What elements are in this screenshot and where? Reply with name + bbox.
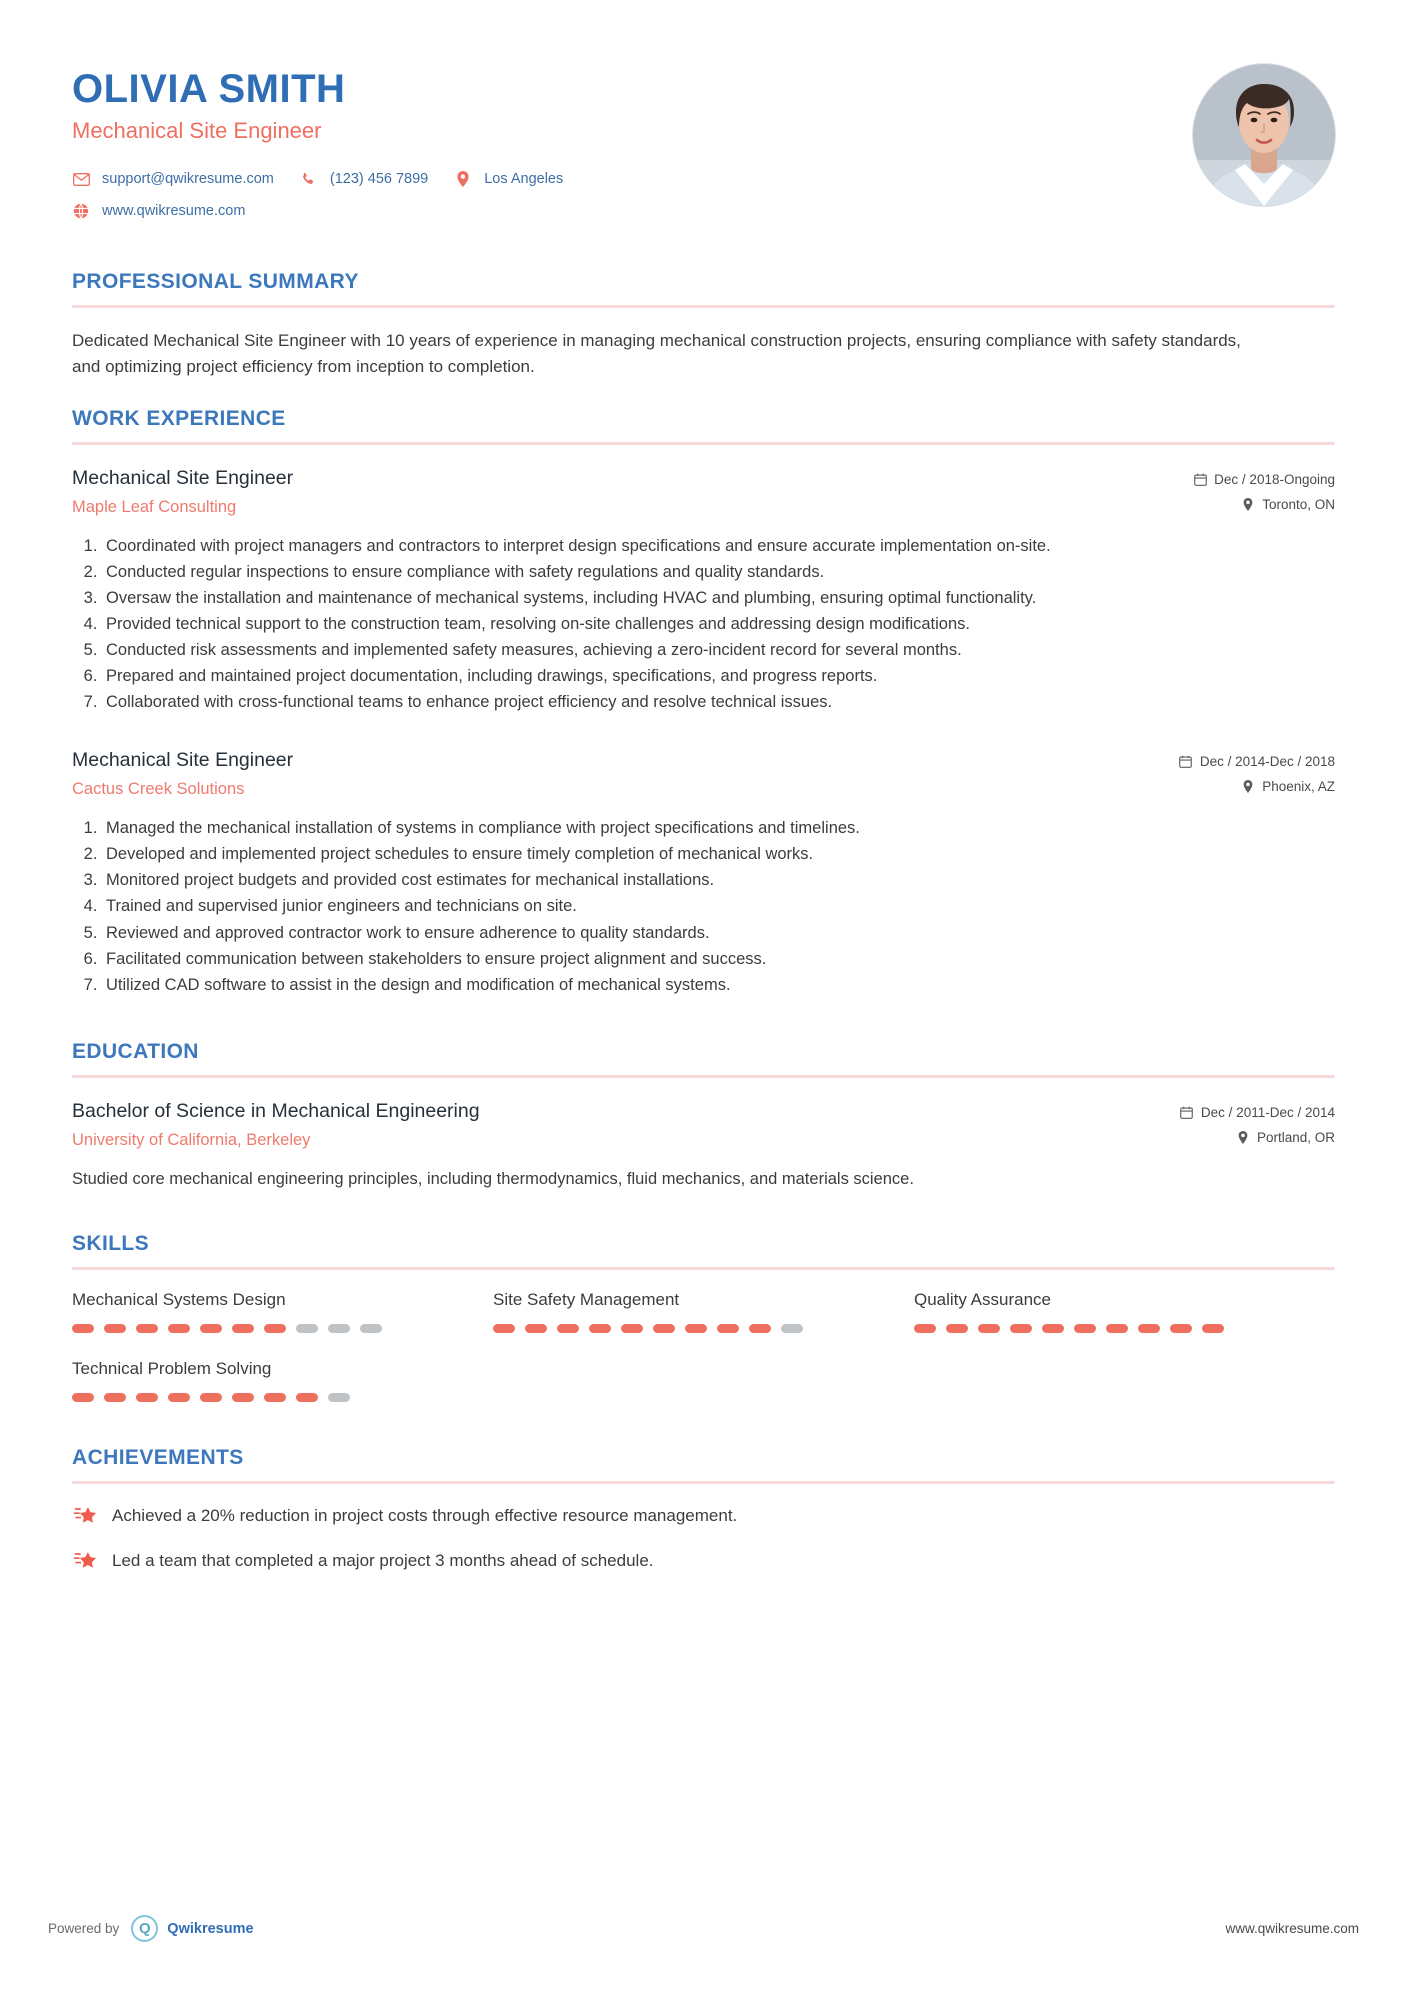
skill-label: Site Safety Management: [492, 1289, 680, 1309]
list-item: 2. Developed and implemented project schedules to ensure timely completion of mechanical works.: [102, 842, 1335, 867]
skill-segment: [914, 1324, 936, 1333]
education-entry-identity: [72, 1100, 1180, 1150]
contact-phone[interactable]: [300, 170, 428, 188]
star-badge-icon: [72, 1504, 98, 1530]
section-divider: [72, 1267, 1335, 1270]
list-item: 6. Facilitated communication between stakeholders to ensure project alignment and success.: [102, 947, 1335, 972]
qwikresume-logo-icon: Q: [131, 1915, 158, 1942]
skill-segment: [232, 1324, 254, 1333]
contact-phone-text: (123) 456 7899: [329, 171, 429, 187]
email-icon: [72, 170, 90, 188]
section-title-skills: SKILLS: [72, 1231, 150, 1255]
skill-segment: [200, 1324, 222, 1333]
contact-email[interactable]: [72, 170, 274, 188]
education-dates-text: Dec / 2011-Dec / 2014: [1200, 1104, 1335, 1120]
section-divider: [72, 305, 1335, 308]
contact-website[interactable]: [72, 202, 245, 220]
work-entry: [72, 749, 1335, 998]
page-title: OLIVIA SMITH: [72, 67, 346, 111]
skill-item: [493, 1290, 914, 1333]
skill-segment: [72, 1324, 94, 1333]
skill-segment: [328, 1324, 350, 1333]
calendar-icon: [1179, 755, 1193, 769]
skill-segment: [589, 1324, 611, 1333]
list-item: 1. Coordinated with project managers and contractors to interpret design specifications and ensure accurate implementation on-site.: [102, 534, 1335, 559]
work-company-name: Maple Leaf Consulting: [72, 497, 237, 516]
list-item: 4. Provided technical support to the construction team, resolving on-site challenges and addressing design modifications.: [102, 612, 1335, 637]
achievements-list: [72, 1504, 1335, 1575]
skill-segment: [328, 1393, 350, 1402]
skill-segment: [1138, 1324, 1160, 1333]
list-item: [72, 1549, 1335, 1575]
skill-segment: [264, 1324, 286, 1333]
skill-segment: [781, 1324, 803, 1333]
section-work-experience: [72, 407, 1335, 998]
summary-text: Dedicated Mechanical Site Engineer with 10 years of experience in managing mechanical construction projects, ensuring compliance with safety standards, and optimizing project efficiency from inception to completion.: [72, 331, 1241, 377]
skill-segment: [946, 1324, 968, 1333]
skill-label: Quality Assurance: [913, 1289, 1051, 1309]
header-identity-block: [72, 60, 1193, 234]
skill-label: Technical Problem Solving: [72, 1358, 272, 1378]
skill-segment: [717, 1324, 739, 1333]
section-divider: [72, 442, 1335, 445]
phone-icon: [300, 170, 318, 188]
powered-by-label: Powered by: [48, 1921, 120, 1936]
work-entry-header: [72, 749, 1335, 804]
section-title-summary: PROFESSIONAL SUMMARY: [72, 270, 359, 293]
section-title-education: EDUCATION: [72, 1039, 199, 1063]
work-dates: [1179, 754, 1335, 769]
section-divider: [72, 1481, 1335, 1484]
list-item: 5. Conducted risk assessments and implemented safety measures, achieving a zero-incident record for several months.: [102, 638, 1335, 663]
skill-segment: [232, 1393, 254, 1402]
achievement-text: Led a team that completed a major project 3 months ahead of schedule.: [112, 1551, 654, 1571]
education-description: Studied core mechanical engineering principles, including thermodynamics, fluid mechanics, and materials science.: [72, 1169, 914, 1188]
list-item: 3. Oversaw the installation and maintenance of mechanical systems, including HVAC and plumbing, ensuring optimal functionality.: [102, 586, 1335, 611]
location-pin-icon: [1241, 780, 1255, 794]
education-school: University of California, Berkeley: [72, 1130, 311, 1149]
resume-header: [72, 60, 1335, 244]
list-item: 7. Utilized CAD software to assist in the design and modification of mechanical systems.: [102, 973, 1335, 998]
skill-item: [914, 1290, 1335, 1333]
contact-website-text: www.qwikresume.com: [102, 203, 246, 219]
job-title: Mechanical Site Engineer: [72, 118, 322, 143]
skill-rating-bar: [914, 1324, 1309, 1333]
education-location: [1180, 1130, 1335, 1145]
work-role-title: Mechanical Site Engineer: [72, 466, 294, 489]
location-pin-icon: [1236, 1130, 1250, 1144]
skill-segment: [296, 1393, 318, 1402]
qwikresume-brand-name[interactable]: Qwikresume: [167, 1920, 254, 1937]
education-entry-meta: [1180, 1100, 1335, 1155]
skill-segment: [685, 1324, 707, 1333]
list-item: 7. Collaborated with cross-functional teams to enhance project efficiency and resolve technical issues.: [102, 690, 1335, 715]
work-dates-text: Dec / 2018-Ongoing: [1214, 471, 1335, 487]
list-item: 1. Managed the mechanical installation of systems in compliance with project specifications and timelines.: [102, 816, 1335, 841]
skill-item: [72, 1290, 493, 1333]
skill-segment: [557, 1324, 579, 1333]
work-entry: [72, 467, 1335, 716]
avatar: [1193, 64, 1335, 206]
education-location-text: Portland, OR: [1256, 1129, 1335, 1145]
contact-row-primary: [72, 170, 1193, 188]
skill-segment: [525, 1324, 547, 1333]
skill-segment: [136, 1393, 158, 1402]
skill-segment: [1074, 1324, 1096, 1333]
skill-segment: [621, 1324, 643, 1333]
section-divider: [72, 1075, 1335, 1078]
skill-segment: [168, 1393, 190, 1402]
contact-row-secondary: [72, 202, 1193, 220]
footer-branding: [48, 1915, 254, 1942]
work-entry-header: [72, 467, 1335, 522]
skill-segment: [749, 1324, 771, 1333]
skill-segment: [200, 1393, 222, 1402]
section-skills: [72, 1232, 1335, 1428]
list-item: [72, 1504, 1335, 1530]
location-pin-icon: [454, 170, 472, 188]
list-item: 3. Monitored project budgets and provided cost estimates for mechanical installations.: [102, 868, 1335, 893]
skill-rating-bar: [72, 1393, 467, 1402]
footer-website[interactable]: www.qwikresume.com: [1225, 1921, 1359, 1936]
list-item: 5. Reviewed and approved contractor work to ensure adherence to quality standards.: [102, 921, 1335, 946]
work-location-text: Phoenix, AZ: [1262, 779, 1335, 795]
work-location-text: Toronto, ON: [1262, 496, 1335, 512]
work-location: [1193, 497, 1335, 512]
work-dates: [1193, 472, 1335, 487]
education-entry: [72, 1100, 1335, 1192]
skill-segment: [296, 1324, 318, 1333]
skill-segment: [104, 1324, 126, 1333]
list-item: 2. Conducted regular inspections to ensure compliance with safety regulations and quality standards.: [102, 560, 1335, 585]
contact-email-text: support@qwikresume.com: [102, 171, 274, 187]
skill-item: [72, 1359, 493, 1402]
skill-segment: [1202, 1324, 1224, 1333]
education-degree: Bachelor of Science in Mechanical Engineering: [72, 1099, 480, 1122]
work-company-name: Cactus Creek Solutions: [72, 780, 245, 799]
work-bullet-list: [72, 534, 1335, 716]
star-badge-icon: [72, 1549, 98, 1575]
profile-photo-illustration: [1193, 64, 1335, 206]
skill-segment: [1010, 1324, 1032, 1333]
skill-segment: [978, 1324, 1000, 1333]
skill-segment: [1170, 1324, 1192, 1333]
location-pin-icon: [1241, 497, 1255, 511]
work-dates-text: Dec / 2014-Dec / 2018: [1199, 754, 1335, 770]
work-entry-meta: [1193, 467, 1335, 522]
work-location: [1179, 779, 1335, 794]
section-title-work: WORK EXPERIENCE: [72, 406, 286, 430]
section-title-achievements: ACHIEVEMENTS: [72, 1445, 244, 1469]
education-dates: [1180, 1105, 1335, 1120]
list-item: 4. Trained and supervised junior engineers and technicians on site.: [102, 894, 1335, 919]
skill-rating-bar: [72, 1324, 467, 1333]
work-bullet-list: [72, 816, 1335, 998]
work-entry-identity: [72, 467, 1193, 517]
list-item: 6. Prepared and maintained project documentation, including drawings, specifications, and progress reports.: [102, 664, 1335, 689]
skill-rating-bar: [493, 1324, 888, 1333]
section-achievements: [72, 1446, 1335, 1575]
skill-segment: [136, 1324, 158, 1333]
work-entry-meta: [1179, 749, 1335, 804]
skill-label: Mechanical Systems Design: [72, 1289, 286, 1309]
skills-grid: [72, 1290, 1335, 1428]
skill-segment: [168, 1324, 190, 1333]
section-professional-summary: [72, 270, 1335, 381]
calendar-icon: [1193, 472, 1207, 486]
contact-info: [72, 170, 1193, 220]
skill-segment: [72, 1393, 94, 1402]
achievement-text: Achieved a 20% reduction in project costs through effective resource management.: [112, 1506, 738, 1526]
education-entry-header: [72, 1100, 1335, 1155]
section-education: [72, 1040, 1335, 1192]
skill-segment: [1042, 1324, 1064, 1333]
skill-segment: [493, 1324, 515, 1333]
contact-location-text: Los Angeles: [484, 171, 564, 187]
skill-segment: [264, 1393, 286, 1402]
work-role-title: Mechanical Site Engineer: [72, 749, 294, 772]
calendar-icon: [1180, 1105, 1194, 1119]
page-footer: [48, 1915, 1359, 1942]
skill-segment: [360, 1324, 382, 1333]
skill-segment: [104, 1393, 126, 1402]
globe-icon: [72, 202, 90, 220]
contact-location: [454, 170, 563, 188]
skill-segment: [1106, 1324, 1128, 1333]
work-entry-identity: [72, 749, 1179, 799]
skill-segment: [653, 1324, 675, 1333]
